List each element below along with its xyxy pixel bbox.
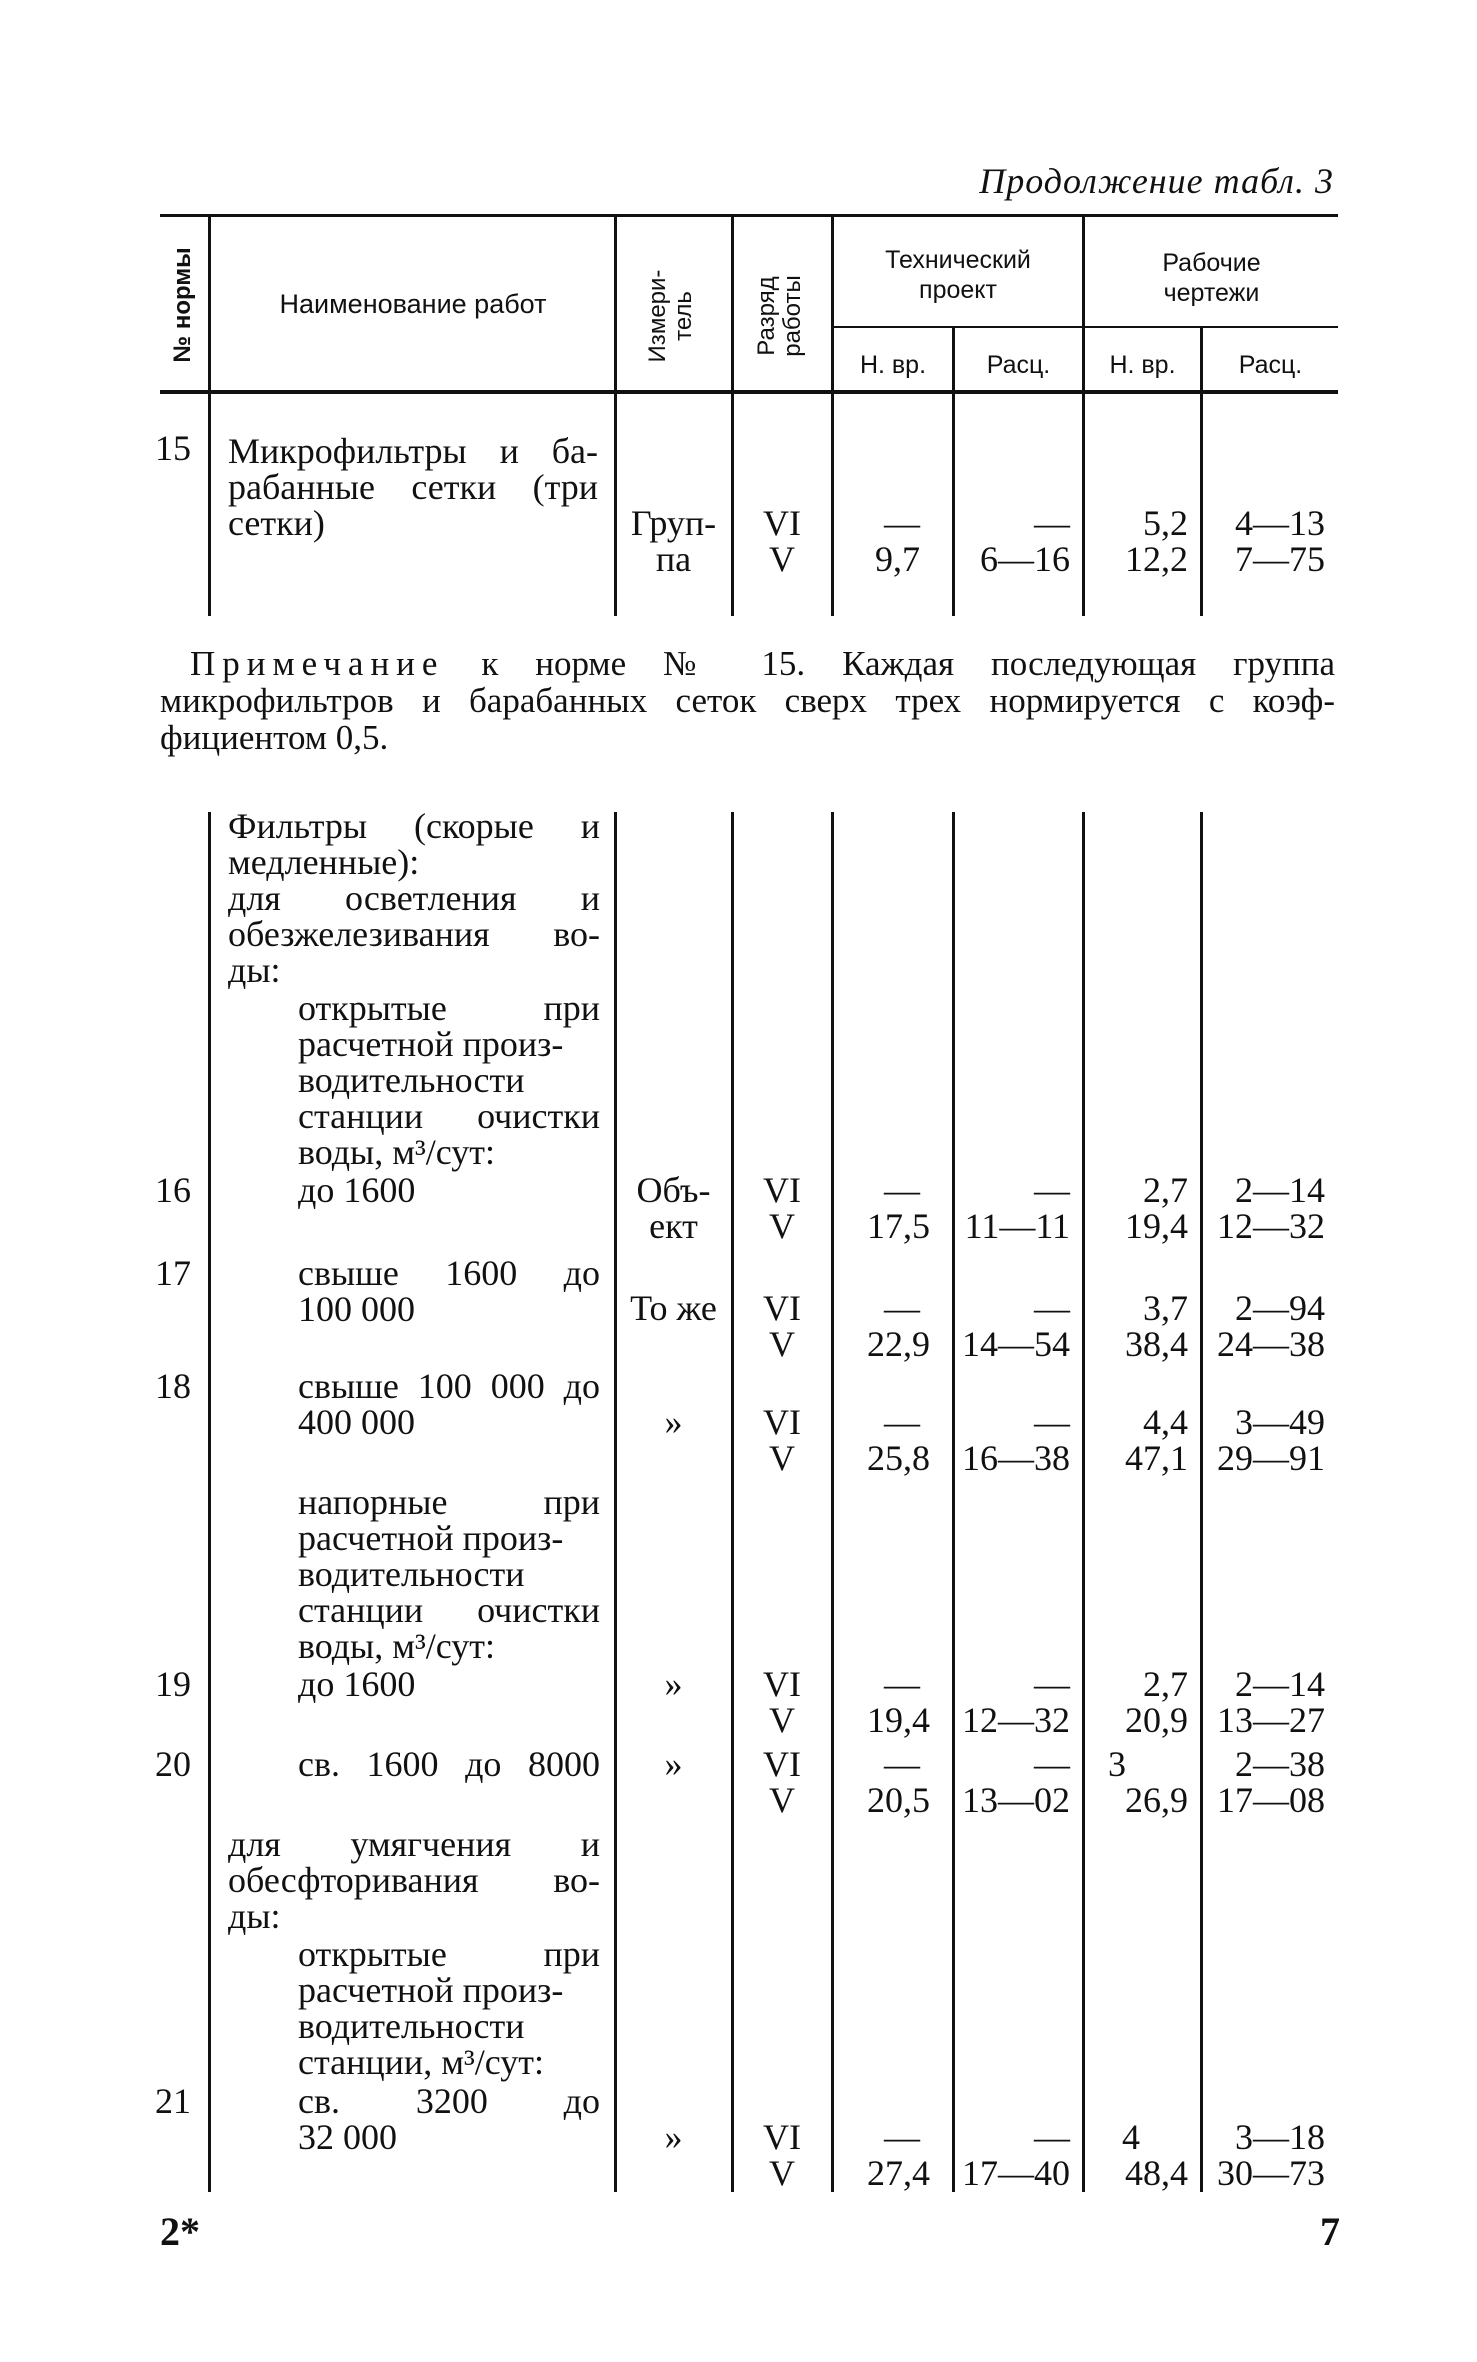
section-line: ды: [228,950,281,990]
work-name: до 1600 [298,1170,416,1210]
section-line: воды, м³/сут: [298,1132,496,1172]
section-line: обезжелезивания во- [228,914,600,954]
meter: То же [630,1288,717,1328]
work-name [298,1368,600,1440]
section-line: расчетной произ- [298,1970,564,2010]
work-name-line: 400 000 [298,1402,415,1442]
work-name-line: сетки) [228,503,325,543]
rc-price: 7—75 [1235,539,1325,579]
section-line: воды, м³/сут: [298,1626,496,1666]
section-heading-filters [228,808,600,880]
tp-price: 11—11 [964,1206,1070,1246]
col-divider [731,216,734,392]
norm-number: 18 [155,1366,191,1406]
section-line: открытые при [298,988,600,1028]
continuation-caption: Продолжение табл. 3 [979,161,1334,201]
note-label: Примечание [190,644,445,683]
rc-time-norm: 3 [1108,1744,1126,1784]
norm-number: 15 [155,428,191,468]
section-line: расчетной произ- [298,1518,564,1558]
header-tech-project: Технический проект [885,246,1031,304]
col-divider [208,812,211,2192]
rc-time-norm: 2,7 [1143,1664,1188,1704]
col-divider [208,216,211,392]
header-working-drawings: Рабочие чертежи [1162,249,1261,307]
tp-time-norm: 25,8 [867,1438,930,1478]
rc-price: 2—14 [1235,1664,1325,1704]
grade: VI [763,2117,801,2157]
col-divider [614,812,617,2192]
norm-number: 17 [155,1253,191,1293]
col-divider [1082,812,1085,2192]
work-name-line: 100 000 [298,1289,415,1329]
tp-time-norm: 20,5 [867,1780,930,1820]
col-divider [731,812,734,2192]
rc-price: 3—49 [1235,1402,1325,1442]
header-norm-no: № нормы [169,247,196,363]
work-name-line: св. 1600 до 8000 [298,1744,600,1784]
work-name-line: рабанные сетки (три [228,467,598,507]
tp-price: — [1034,1744,1070,1784]
tp-price: 6—16 [980,539,1070,579]
tp-time-norm: 27,4 [867,2153,930,2193]
grade: VI [763,1170,801,1210]
rc-time-norm: 19,4 [1125,1206,1188,1246]
rc-price: 2—14 [1235,1170,1325,1210]
meter: ект [649,1206,698,1246]
work-name [228,433,598,541]
section-line: ды: [228,1896,281,1936]
norm-number: 21 [155,2081,191,2121]
tp-time-norm: 9,7 [875,539,920,579]
grade: V [769,539,795,579]
grade: VI [763,1664,801,1704]
rc-price: 3—18 [1235,2117,1325,2157]
norm-number: 16 [155,1170,191,1210]
grade: V [769,1438,795,1478]
rc-price: 2—94 [1235,1288,1325,1328]
tp-time-norm: — [884,2117,920,2157]
rc-time-norm: 20,9 [1125,1700,1188,1740]
header-grade: Разряд работы [753,275,806,357]
section-line: станции очистки [298,1590,600,1630]
section-line: напорные при [298,1482,600,1522]
rc-time-norm: 4,4 [1143,1402,1188,1442]
section-line: медленные): [228,842,420,882]
work-name-line: св. 3200 до [298,2081,600,2121]
meter: » [664,1664,683,1704]
header-time-norm: Н. вр. [1109,351,1176,379]
norm-number: 19 [155,1664,191,1704]
tp-price: — [1034,1664,1070,1704]
section-line: обесфторивания во- [228,1860,600,1900]
grade: VI [763,1402,801,1442]
tp-price: — [1034,503,1070,543]
col-divider [208,394,211,616]
tp-time-norm: — [884,1664,920,1704]
note-text: к норме № 15. Каждая последующая группа [444,644,1335,683]
table-top-rule [160,214,1338,217]
rc-time-norm: 38,4 [1125,1324,1188,1364]
header-bottom-rule [160,390,1338,394]
section-line: водительности [298,1060,525,1100]
section-line: станции очистки [298,1096,600,1136]
tp-time-norm: — [884,503,920,543]
section-line: расчетной произ- [298,1024,564,1064]
table-note [160,645,1335,756]
tp-time-norm: 19,4 [867,1700,930,1740]
rc-time-norm: 26,9 [1125,1780,1188,1820]
col-divider [831,812,834,2192]
tp-time-norm: 17,5 [867,1206,930,1246]
section-line: для умягчения и [228,1824,600,1864]
grade: VI [763,1744,801,1784]
grade: V [769,1700,795,1740]
note-line: микрофильтров и барабанных сеток сверх трех нормируется с коэф- [160,681,1335,720]
grade: V [769,1324,795,1364]
rc-time-norm: 48,4 [1125,2153,1188,2193]
grade: VI [763,503,801,543]
work-name-line: 32 000 [298,2117,397,2157]
rc-price: 17—08 [1217,1780,1325,1820]
section-line: станции, м³/сут: [298,2042,545,2082]
section-heading-open [298,990,600,1170]
tp-price: 13—02 [962,1780,1070,1820]
meter: » [664,2117,683,2157]
section-line: открытые при [298,1934,600,1974]
header-price: Расц. [1238,351,1303,379]
work-name-line: свыше 100 000 до [298,1366,600,1406]
work-name [298,1746,600,1782]
work-name-line: свыше 1600 до [298,1253,600,1293]
section-line: водительности [298,1554,525,1594]
grade: VI [763,1288,801,1328]
rc-time-norm: 4 [1122,2117,1140,2157]
note-line: фициентом 0,5. [160,718,389,757]
page-signature: 2* [160,2209,200,2254]
tp-time-norm: — [884,1288,920,1328]
section-heading-soften [228,1826,600,1934]
rc-time-norm: 5,2 [1143,503,1188,543]
tp-price: — [1034,1288,1070,1328]
rc-price: 12—32 [1217,1206,1325,1246]
section-line: Фильтры (скорые и [228,806,600,846]
section-heading-pressure [298,1484,600,1664]
tp-time-norm: — [884,1170,920,1210]
meter: » [664,1402,683,1442]
grade: V [769,2153,795,2193]
tp-price: 12—32 [962,1700,1070,1740]
meter: Груп- [630,503,717,543]
grade: V [769,1780,795,1820]
tp-price: 17—40 [962,2153,1070,2193]
rc-price: 24—38 [1217,1324,1325,1364]
header-meter: Измери- тель [644,269,697,363]
section-heading-clarify [228,880,600,988]
work-name [298,1255,600,1327]
rc-time-norm: 12,2 [1125,539,1188,579]
tp-time-norm: 22,9 [867,1324,930,1364]
tp-price: — [1034,1170,1070,1210]
header-time-norm: Н. вр. [859,351,927,379]
header-work-name: Наименование работ [279,289,547,319]
col-divider [614,216,617,392]
section-line: для осветления и [228,878,600,918]
rc-price: 2—38 [1235,1744,1325,1784]
work-name-line: Микрофильтры и ба- [228,431,598,471]
section-heading-open2 [298,1936,600,2080]
tp-price: 14—54 [962,1324,1070,1364]
section-line: водительности [298,2006,525,2046]
rc-price: 4—13 [1235,503,1325,543]
tp-price: — [1034,2117,1070,2157]
tp-price: — [1034,1402,1070,1442]
norm-number: 20 [155,1744,191,1784]
rc-time-norm: 3,7 [1143,1288,1188,1328]
col-divider [1200,812,1203,2192]
meter: Объ- [636,1170,711,1210]
col-divider [952,812,955,2192]
rc-price: 13—27 [1217,1700,1325,1740]
rc-time-norm: 47,1 [1125,1438,1188,1478]
meter: па [655,539,692,579]
work-name [298,2083,600,2155]
rc-price: 29—91 [1217,1438,1325,1478]
work-name: до 1600 [298,1664,416,1704]
page-number: 7 [1320,2209,1340,2254]
tp-price: 16—38 [962,1438,1070,1478]
meter: » [664,1744,683,1784]
tp-time-norm: — [884,1402,920,1442]
header-price: Расц. [986,351,1051,379]
header-sub-rule [832,326,1338,328]
rc-price: 30—73 [1217,2153,1325,2193]
note-line [160,645,1335,682]
grade: V [769,1206,795,1246]
rc-time-norm: 2,7 [1143,1170,1188,1210]
tp-time-norm: — [884,1744,920,1784]
